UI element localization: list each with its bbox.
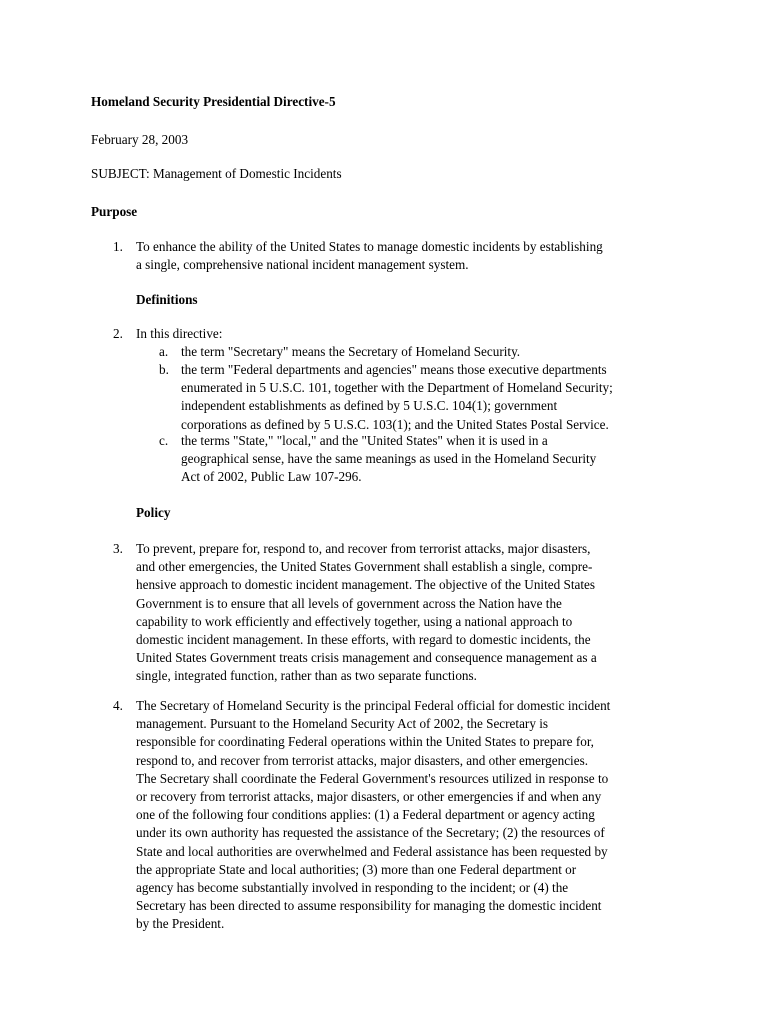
text-line: capability to work efficiently and effectively together, using a national approach to <box>136 613 573 629</box>
text-line: corporations as defined by 5 U.S.C. 103(1); and the United States Postal Service. <box>181 416 609 432</box>
text-line: the appropriate State and local authorities; (3) more than one Federal department or <box>136 861 577 877</box>
list-number-4: 4. <box>113 698 123 713</box>
text-line: the term "Secretary" means the Secretary of Homeland Security. <box>181 344 521 359</box>
sublist-item-c <box>181 432 681 487</box>
document-date: February 28, 2003 <box>91 132 189 147</box>
text-line: United States Government treats crisis management and consequence management as a <box>136 650 597 666</box>
list-item-3 <box>136 540 681 686</box>
text-line: the terms "State," "local," and the "United States" when it is used in a <box>181 433 548 448</box>
list-number-2: 2. <box>113 326 123 341</box>
list-item-4 <box>136 697 681 934</box>
document-title: Homeland Security Presidential Directive-5 <box>91 94 336 109</box>
sublist-letter-a: a. <box>159 344 169 359</box>
text-line: Secretary has been directed to assume responsibility for managing the domestic incident <box>136 898 602 914</box>
section-heading-policy: Policy <box>136 505 171 520</box>
text-line: by the President. <box>136 916 225 932</box>
list-number-1: 1. <box>113 239 123 254</box>
text-line: Government is to ensure that all levels of government across the Nation have the <box>136 595 562 611</box>
text-line: The Secretary of Homeland Security is the principal Federal official for domestic incident <box>136 698 611 713</box>
text-line: State and local authorities are overwhelmed and Federal assistance has been requested by <box>136 843 608 859</box>
list-number-3: 3. <box>113 541 123 556</box>
text-line: under its own authority has requested the assistance of the Secretary; (2) the resources of <box>136 825 605 841</box>
section-heading-definitions: Definitions <box>136 292 198 307</box>
text-line: one of the following four conditions applies: (1) a Federal department or agency acting <box>136 807 595 823</box>
text-line: To prevent, prepare for, respond to, and recover from terrorist attacks, major disasters, <box>136 541 591 556</box>
sublist-letter-c: c. <box>159 433 169 448</box>
text-line: responsible for coordinating Federal operations within the United States to prepare for, <box>136 734 594 750</box>
list-item-2-intro: In this directive: <box>136 326 223 341</box>
text-line: agency has become substantially involved in responding to the incident; or (4) the <box>136 880 569 896</box>
text-line: geographical sense, have the same meanings as used in the Homeland Security <box>181 451 597 467</box>
text-line: hensive approach to domestic incident management. The objective of the United States <box>136 577 595 593</box>
text-line: The Secretary shall coordinate the Federal Government's resources utilized in response to <box>136 770 609 786</box>
text-line: respond to, and recover from terrorist attacks, major disasters, and other emergencies. <box>136 752 589 768</box>
sublist-letter-b: b. <box>159 362 169 377</box>
text-line: enumerated in 5 U.S.C. 101, together with the Department of Homeland Security; <box>181 380 613 396</box>
text-line: domestic incident management. In these efforts, with regard to domestic incidents, the <box>136 632 591 648</box>
text-line: single, integrated function, rather than as two separate functions. <box>136 668 477 684</box>
sublist-item-a <box>181 343 681 361</box>
text-line: Act of 2002, Public Law 107-296. <box>181 469 362 485</box>
list-item-1 <box>136 238 681 274</box>
text-line: the term "Federal departments and agencies" means those executive departments <box>181 362 607 377</box>
text-line: independent establishments as defined by 5 U.S.C. 104(1); government <box>181 398 558 414</box>
text-line: a single, comprehensive national incident management system. <box>136 257 469 273</box>
section-heading-purpose: Purpose <box>91 204 138 219</box>
document-subject: SUBJECT: Management of Domestic Incidents <box>91 166 342 181</box>
text-line: management. Pursuant to the Homeland Security Act of 2002, the Secretary is <box>136 716 549 732</box>
text-line: or recovery from terrorist attacks, major disasters, or other emergencies if and when any <box>136 789 602 805</box>
text-line: To enhance the ability of the United States to manage domestic incidents by establishing <box>136 239 603 254</box>
sublist-item-b <box>181 361 681 434</box>
text-line: and other emergencies, the United States Government shall establish a single, compre- <box>136 559 593 575</box>
